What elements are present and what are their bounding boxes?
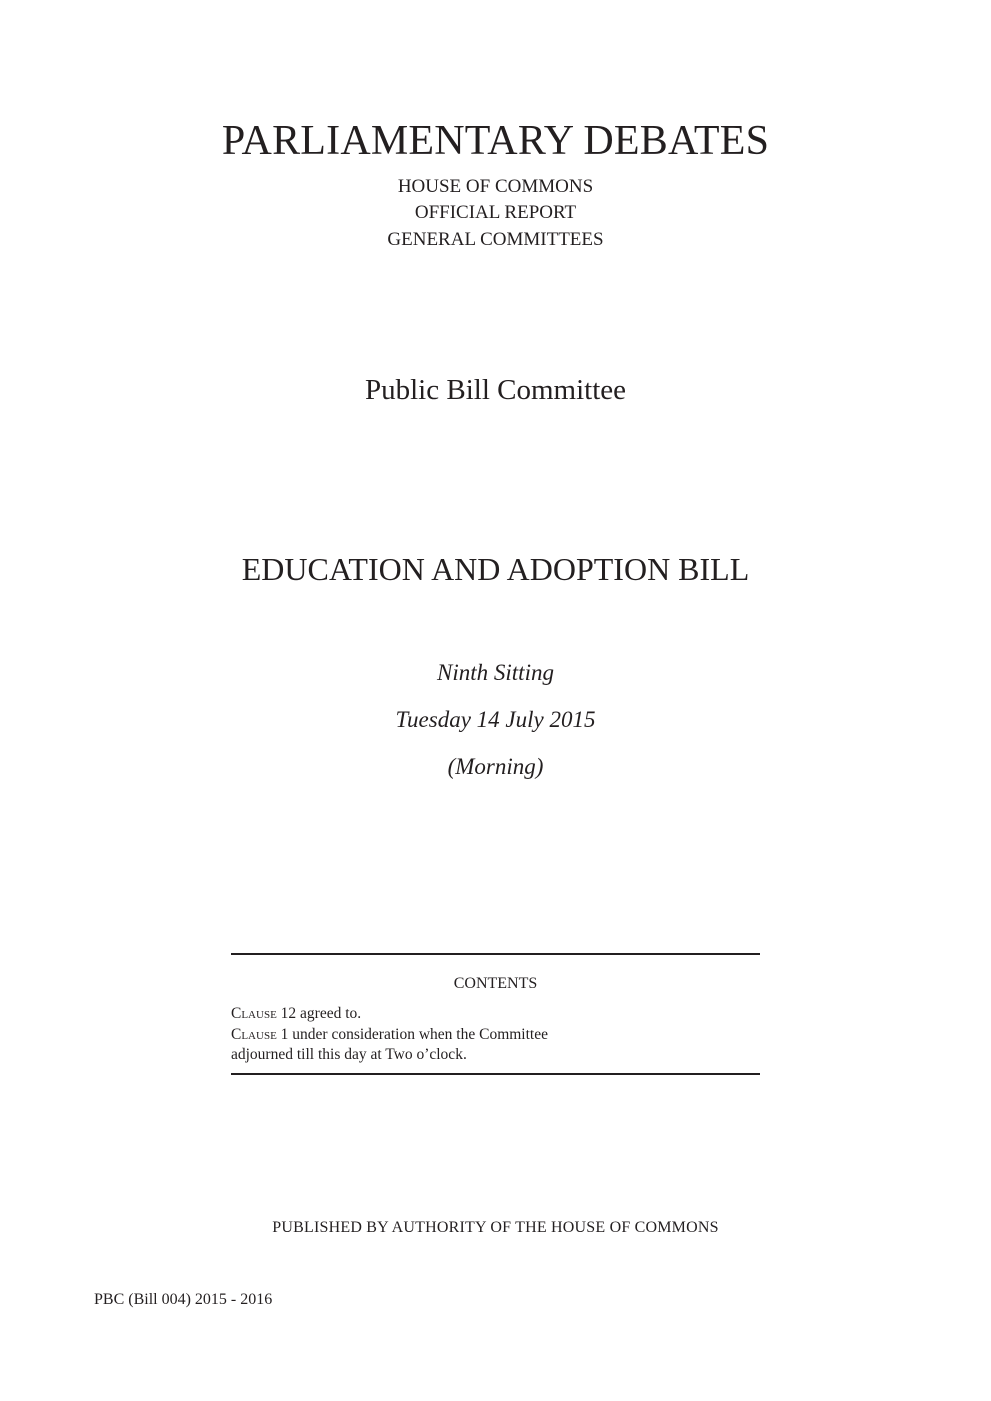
sitting-session: (Morning) xyxy=(447,754,544,779)
contents-entry-text: 1 under consideration when the Committee xyxy=(276,1025,548,1043)
subtitle-house-of-commons: HOUSE OF COMMONS xyxy=(397,176,594,197)
contents-entry xyxy=(231,1025,548,1046)
sitting-label: Ninth Sitting xyxy=(437,660,554,685)
subtitle-official-report: OFFICIAL REPORT xyxy=(414,202,577,223)
committee-name: Public Bill Committee xyxy=(365,374,626,406)
publisher-line: PUBLISHED BY AUTHORITY OF THE HOUSE OF COMMONS xyxy=(272,1219,719,1236)
bill-title: EDUCATION AND ADOPTION BILL xyxy=(241,551,750,587)
contents-box xyxy=(231,953,760,1075)
sitting-date: Tuesday 14 July 2015 xyxy=(395,707,596,732)
contents-entry-text: 12 agreed to. xyxy=(276,1005,362,1022)
contents-entry xyxy=(231,1045,548,1066)
contents-entry-text: adjourned till this day at Two o’clock. xyxy=(231,1046,467,1063)
contents-entry-prefix: Clause xyxy=(231,1005,277,1022)
contents-entry-prefix: Clause xyxy=(231,1025,277,1043)
document-reference: PBC (Bill 004) 2015 - 2016 xyxy=(94,1291,273,1308)
contents-list xyxy=(231,1004,548,1066)
document-title: PARLIAMENTARY DEBATES xyxy=(221,118,770,164)
subtitle-general-committees: GENERAL COMMITTEES xyxy=(387,229,604,250)
contents-heading: CONTENTS xyxy=(453,975,538,992)
contents-entry xyxy=(231,1004,548,1025)
